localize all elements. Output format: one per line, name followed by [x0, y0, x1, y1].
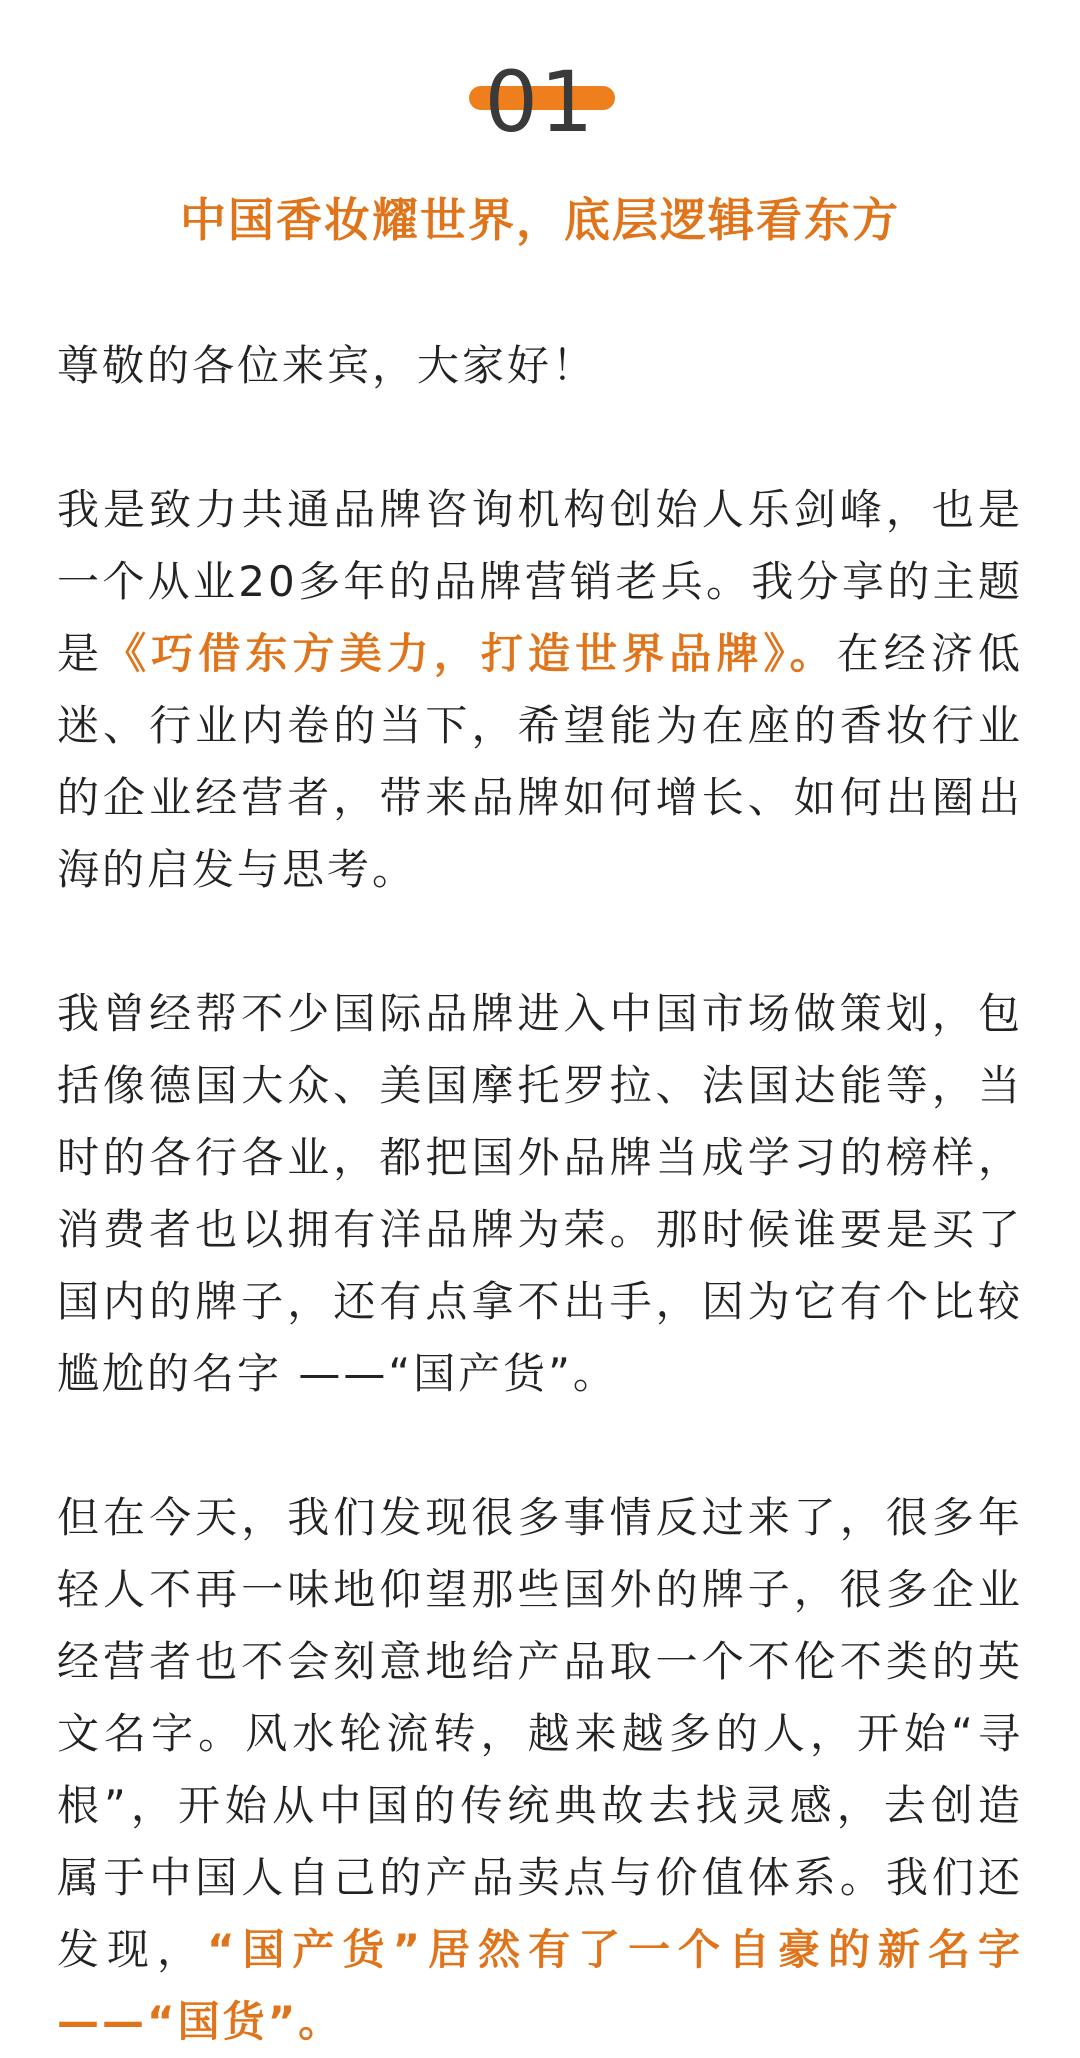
guohuo-highlight: “国产货”居然有了一个自豪的新名字 ——“国货”。 — [57, 1925, 1023, 2046]
paragraph-intro — [57, 474, 1023, 906]
intro-text-continued: 在经济低迷、行业内卷的当下，希望能为在座的香妆行业的企业经营者，带来品牌如何增长、如何出圈出海的启发与思考。 — [57, 629, 1023, 894]
paragraph-greeting — [57, 330, 1023, 402]
section-number: 01 — [484, 53, 596, 151]
today-text: 但在今天，我们发现很多事情反过来了，很多年轻人不再一味地仰望那些国外的牌子，很多企业经营者也不会刻意地给产品取一个不伦不类的英文名字。风水轮流转，越来越多的人，开始“寻根”，开始从中国的传统典故去找灵感，去创造属于中国人自己的产品卖点与价值体系。我们还发现， — [57, 1493, 1023, 1974]
history-text: 我曾经帮不少国际品牌进入中国市场做策划，包括像德国大众、美国摩托罗拉、法国达能等，当时的各行各业，都把国外品牌当成学习的榜样，消费者也以拥有洋品牌为荣。那时候谁要是买了国内的牌子，还有点拿不出手，因为它有个比较尴尬的名字 ——“国产货”。 — [57, 989, 1023, 1398]
section-badge — [0, 53, 1080, 151]
paragraph-today — [57, 1482, 1023, 2058]
article-body — [57, 330, 1023, 2058]
greeting-text: 尊敬的各位来宾，大家好！ — [57, 341, 598, 390]
intro-text: 我是致力共通品牌咨询机构创始人乐剑峰，也是一个从业20多年的品牌营销老兵。我分享的主题是 — [57, 485, 1023, 678]
paragraph-history — [57, 978, 1023, 1410]
section-title: 中国香妆耀世界，底层逻辑看东方 — [180, 193, 900, 247]
talk-topic-highlight: 《巧借东方美力，打造世界品牌》。 — [104, 629, 837, 678]
